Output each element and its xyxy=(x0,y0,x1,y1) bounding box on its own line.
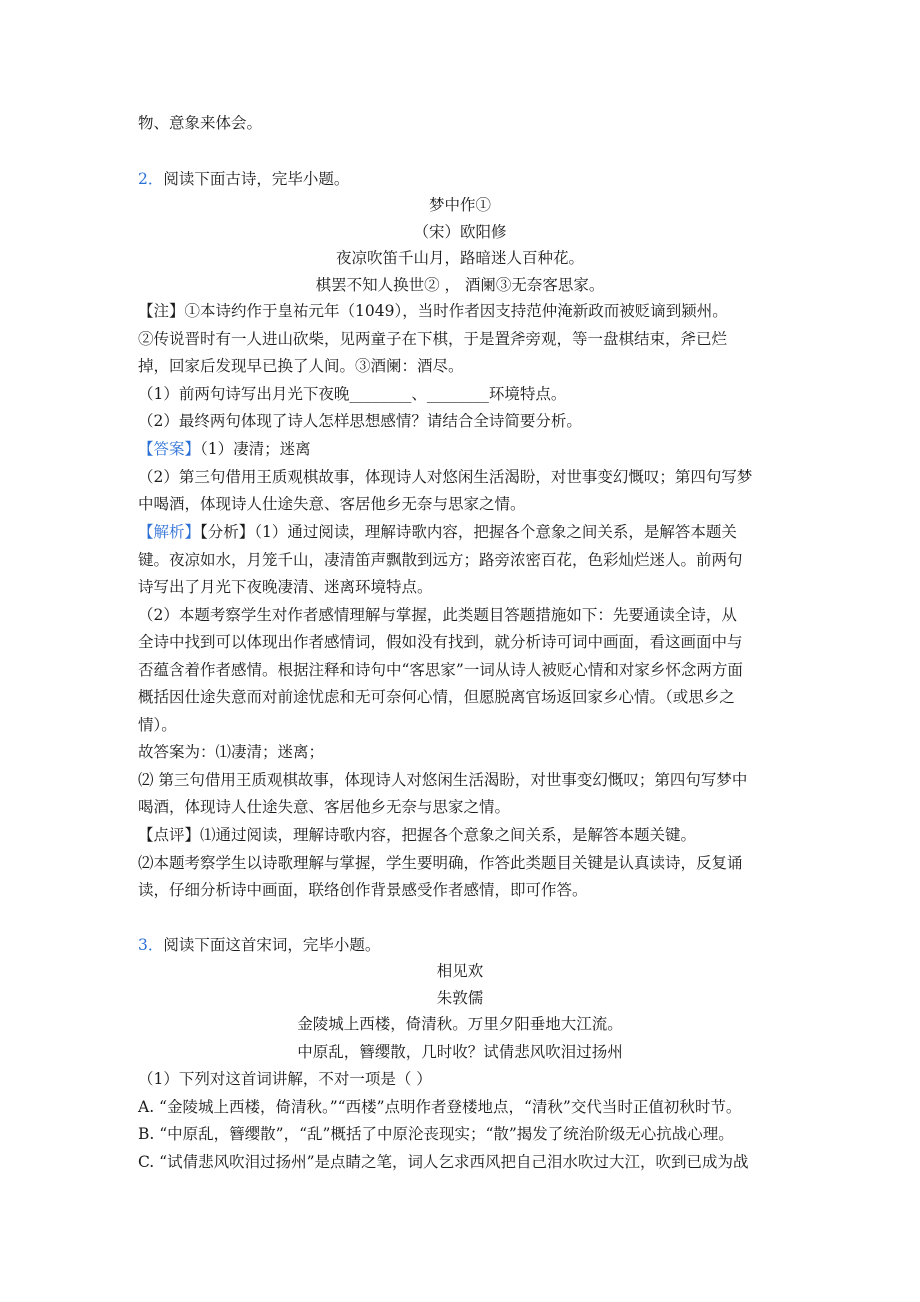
intro-tail: 物、意象来体会。 xyxy=(138,114,263,132)
question-2-prompt: 阅读下面古诗，完毕小题。 xyxy=(163,170,350,188)
sub-question: （2）最终两句体现了诗人怎样思想感情？请结合全诗简要分析。 xyxy=(138,412,582,430)
analysis-line: 诗写出了月光下夜晚凄清、迷离环境特点。 xyxy=(138,578,433,596)
final-answer-line: 故答案为：⑴凄清；迷离； xyxy=(138,743,325,761)
question-3-heading xyxy=(138,934,380,956)
question-2-heading xyxy=(138,168,349,190)
poem-title: 梦中作① xyxy=(428,196,491,214)
answer-tag: 【答案】 xyxy=(138,440,201,458)
analysis-line: 键。夜凉如水，月笼千山，凄清笛声飘散到远方；路旁浓密百花，色彩灿烂迷人。前两句 xyxy=(138,551,743,569)
poem-title: 相见欢 xyxy=(436,962,484,980)
analysis-line: 否蕴含着作者感情。根据注释和诗句中“客思家”一词从诗人被贬心情和对家乡怀念两方面 xyxy=(138,661,743,679)
poem-line: 中原乱，簪缨散，几时收？试倩悲风吹泪过扬州 xyxy=(297,1043,623,1061)
final-answer-line: ⑵ 第三句借用王质观棋故事，体现诗人对悠闲生活渴盼，对世事变幻慨叹；第四句写梦中 xyxy=(138,771,748,789)
comment-line: 读，仔细分析诗中画面，联络创作背景感受作者感情，即可作答。 xyxy=(138,881,588,899)
note-line: 掉，回家后发现早已换了人间。③酒阑：酒尽。 xyxy=(138,357,464,375)
question-3-number: 3． xyxy=(138,936,164,954)
poem-line: 夜凉吹笛千山月，路暗迷人百种花。 xyxy=(335,249,584,267)
question-2-number: 2． xyxy=(138,170,164,188)
answer-line: （2）第三句借用王质观棋故事，体现诗人对悠闲生活渴盼，对世事变幻慨叹；第四句写梦 xyxy=(138,468,753,486)
question-3-prompt: 阅读下面这首宋词，完毕小题。 xyxy=(163,936,381,954)
answer-line xyxy=(138,438,311,460)
poem-line: 棋罢不知人换世② ， 酒阑③无奈客思家。 xyxy=(315,276,605,294)
comment-line: 【点评】⑴通过阅读，理解诗歌内容，把握各个意象之间关系，是解答本题关键。 xyxy=(138,826,697,844)
note-line: 【注】①本诗约作于皇祐元年（1049），当时作者因支持范仲淹新政而被贬谪到颍州。 xyxy=(138,302,728,320)
analysis-tag: 【解析】 xyxy=(138,523,201,541)
analysis-line: 概括因仕途失意而对前途忧虑和无可奈何心情，但愿脱离官场返回家乡心情。（或思乡之 xyxy=(138,688,735,706)
final-answer-line: 喝酒，体现诗人仕途失意、客居他乡无奈与思家之情。 xyxy=(138,798,511,816)
sub-question: （1）下列对这首词讲解，不对一项是（ ） xyxy=(138,1070,432,1088)
analysis-text: 【分析】（1）通过阅读，理解诗歌内容，把握各个意象之间关系，是解答本题关 xyxy=(200,523,737,541)
analysis-line: （2）本题考察学生对作者感情理解与掌握，此类题目答题措施如下：先要通读全诗，从 xyxy=(138,606,737,624)
comment-line: ⑵本题考察学生以诗歌理解与掌握，学生要明确，作答此类题目关键是认真读诗，反复诵 xyxy=(138,854,743,872)
poem-author: （宋）欧阳修 xyxy=(413,223,507,241)
option-c: C. “试倩悲风吹泪过扬州”是点睛之笔，词人乞求西风把自己泪水吹过大江，吹到已成为战 xyxy=(138,1153,749,1171)
note-line: ②传说晋时有一人进山砍柴，见两童子在下棋，于是置斧旁观，等一盘棋结束，斧已烂 xyxy=(138,330,728,348)
analysis-line xyxy=(138,521,737,543)
answer-text: （1）凄清；迷离 xyxy=(200,440,311,458)
poem-author: 朱敦儒 xyxy=(436,989,484,1007)
analysis-line: 全诗中找到可以体现出作者感情词，假如没有找到，就分析诗可词中画面，看这画面中与 xyxy=(138,633,743,651)
option-b: B. “中原乱，簪缨散”，“乱”概括了中原沦丧现实；“散”揭发了统治阶级无心抗战心理。 xyxy=(138,1125,734,1143)
poem-line: 金陵城上西楼，倚清秋。万里夕阳垂地大江流。 xyxy=(297,1015,623,1033)
answer-line: 中喝酒，体现诗人仕途失意、客居他乡无奈与思家之情。 xyxy=(138,495,526,513)
option-a: A. “金陵城上西楼，倚清秋。”“西楼”点明作者登楼地点，“清秋”交代当时正值初秋时节。 xyxy=(138,1098,742,1116)
sub-question: （1）前两句诗写出月光下夜晚________、________环境特点。 xyxy=(138,385,567,403)
analysis-line: 情）。 xyxy=(138,716,177,734)
